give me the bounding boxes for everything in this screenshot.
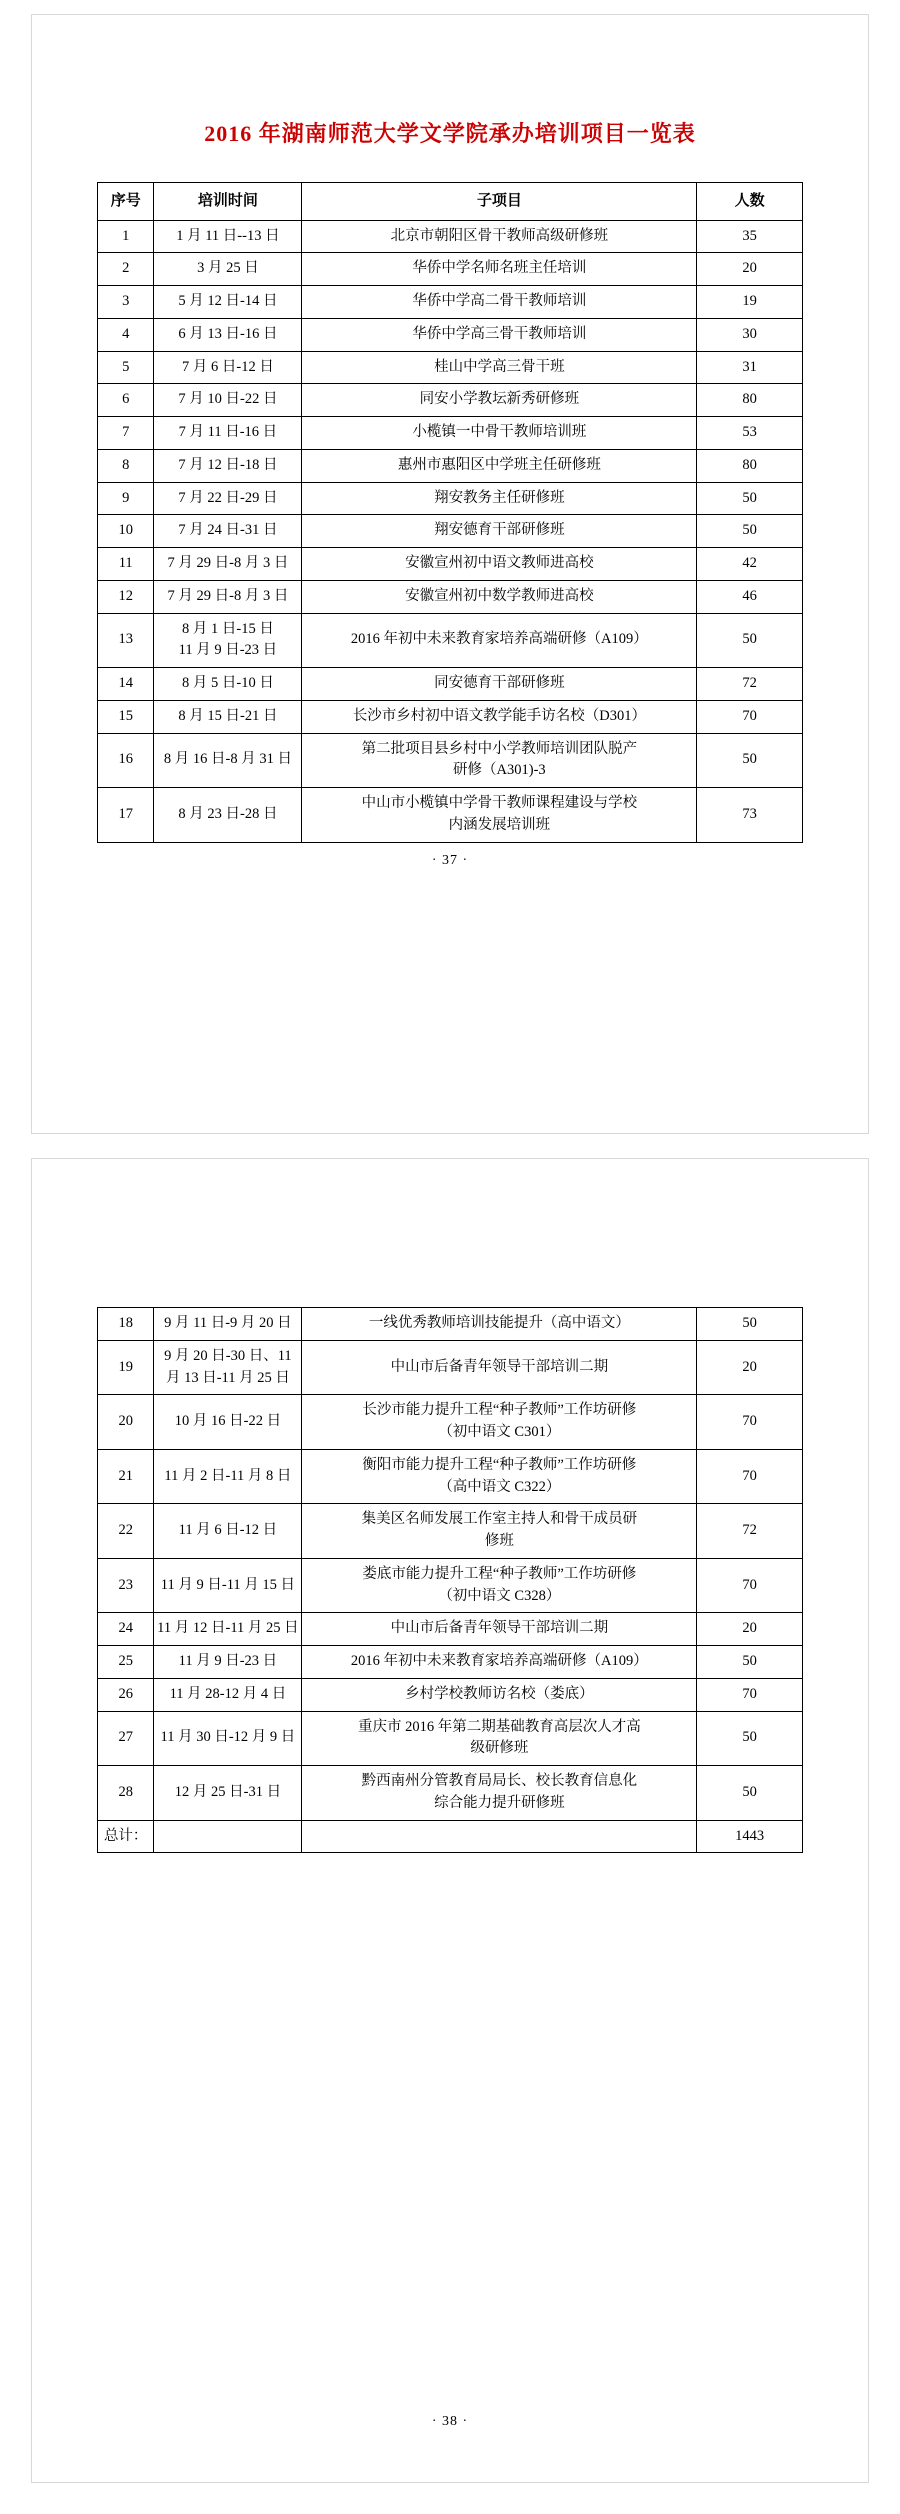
cell-time: 8 月 16 日-8 月 31 日 [154, 733, 302, 788]
table-row [98, 1711, 803, 1766]
cell-time: 7 月 29 日-8 月 3 日 [154, 548, 302, 581]
cell-time: 11 月 9 日-23 日 [154, 1646, 302, 1679]
cell-no: 3 [98, 286, 154, 319]
cell-no: 11 [98, 548, 154, 581]
cell-item: 翔安教务主任研修班 [302, 482, 697, 515]
column-header-item: 子项目 [302, 183, 697, 221]
cell-time: 7 月 24 日-31 日 [154, 515, 302, 548]
cell-item: 一线优秀教师培训技能提升（高中语文） [302, 1308, 697, 1341]
cell-item: 安徽宣州初中语文教师进高校 [302, 548, 697, 581]
cell-no: 9 [98, 482, 154, 515]
cell-num: 72 [697, 668, 803, 701]
table-row [98, 733, 803, 788]
cell-time: 9 月 11 日-9 月 20 日 [154, 1308, 302, 1341]
cell-no: 19 [98, 1340, 154, 1395]
cell-time: 9 月 20 日-30 日、11 月 13 日-11 月 25 日 [154, 1340, 302, 1395]
cell-no: 6 [98, 384, 154, 417]
cell-item: 集美区名师发展工作室主持人和骨干成员研 修班 [302, 1504, 697, 1559]
table-row [98, 1613, 803, 1646]
cell-item: 华侨中学高二骨干教师培训 [302, 286, 697, 319]
cell-item: 2016 年初中未来教育家培养高端研修（A109） [302, 1646, 697, 1679]
column-header-num: 人数 [697, 183, 803, 221]
table-row [98, 1678, 803, 1711]
cell-time: 7 月 12 日-18 日 [154, 449, 302, 482]
cell-total-time [154, 1820, 302, 1853]
cell-total-item [302, 1820, 697, 1853]
cell-no: 25 [98, 1646, 154, 1679]
cell-time: 8 月 5 日-10 日 [154, 668, 302, 701]
table-row [98, 220, 803, 253]
table-row [98, 668, 803, 701]
cell-time: 11 月 6 日-12 日 [154, 1504, 302, 1559]
table-row [98, 580, 803, 613]
cell-no: 10 [98, 515, 154, 548]
cell-item: 第二批项目县乡村中小学教师培训团队脱产 研修（A301)-3 [302, 733, 697, 788]
table-container-page-1 [32, 148, 868, 843]
table-row [98, 700, 803, 733]
cell-num: 31 [697, 351, 803, 384]
cell-time: 3 月 25 日 [154, 253, 302, 286]
cell-time: 7 月 11 日-16 日 [154, 417, 302, 450]
cell-num: 50 [697, 613, 803, 668]
cell-item: 惠州市惠阳区中学班主任研修班 [302, 449, 697, 482]
cell-num: 70 [697, 1678, 803, 1711]
cell-item: 同安小学教坛新秀研修班 [302, 384, 697, 417]
training-projects-table-page-2 [97, 1307, 803, 1853]
cell-item: 中山市后备青年领导干部培训二期 [302, 1613, 697, 1646]
cell-item: 华侨中学名师名班主任培训 [302, 253, 697, 286]
cell-time: 12 月 25 日-31 日 [154, 1766, 302, 1821]
cell-num: 35 [697, 220, 803, 253]
table-row [98, 417, 803, 450]
cell-no: 2 [98, 253, 154, 286]
cell-num: 50 [697, 482, 803, 515]
cell-no: 13 [98, 613, 154, 668]
table-row [98, 1308, 803, 1341]
cell-item: 重庆市 2016 年第二期基础教育高层次人才高 级研修班 [302, 1711, 697, 1766]
table-row [98, 1340, 803, 1395]
table-row [98, 1646, 803, 1679]
cell-no: 5 [98, 351, 154, 384]
cell-num: 50 [697, 1646, 803, 1679]
cell-time: 1 月 11 日--13 日 [154, 220, 302, 253]
cell-item: 中山市后备青年领导干部培训二期 [302, 1340, 697, 1395]
cell-no: 16 [98, 733, 154, 788]
cell-num: 20 [697, 253, 803, 286]
cell-time: 7 月 6 日-12 日 [154, 351, 302, 384]
column-header-no: 序号 [98, 183, 154, 221]
cell-time: 7 月 29 日-8 月 3 日 [154, 580, 302, 613]
cell-num: 70 [697, 700, 803, 733]
cell-num: 50 [697, 733, 803, 788]
cell-time: 11 月 30 日-12 月 9 日 [154, 1711, 302, 1766]
cell-no: 26 [98, 1678, 154, 1711]
cell-item: 长沙市乡村初中语文教学能手访名校（D301） [302, 700, 697, 733]
table-body-page-1 [98, 220, 803, 842]
cell-no: 18 [98, 1308, 154, 1341]
document-page-1 [31, 14, 869, 1134]
cell-time: 11 月 9 日-11 月 15 日 [154, 1558, 302, 1613]
table-row [98, 1504, 803, 1559]
cell-num: 42 [697, 548, 803, 581]
table-body-page-2 [98, 1308, 803, 1853]
table-row [98, 1395, 803, 1450]
table-row [98, 253, 803, 286]
cell-time: 8 月 1 日-15 日 11 月 9 日-23 日 [154, 613, 302, 668]
cell-time: 8 月 15 日-21 日 [154, 700, 302, 733]
cell-num: 50 [697, 1711, 803, 1766]
cell-no: 1 [98, 220, 154, 253]
cell-no: 4 [98, 318, 154, 351]
cell-no: 7 [98, 417, 154, 450]
cell-num: 50 [697, 1308, 803, 1341]
table-row [98, 613, 803, 668]
page-number-2: · 38 · [431, 2414, 469, 2429]
cell-no: 17 [98, 788, 154, 843]
cell-item: 乡村学校教师访名校（娄底） [302, 1678, 697, 1711]
cell-num: 53 [697, 417, 803, 450]
cell-total-num: 1443 [697, 1820, 803, 1853]
cell-num: 72 [697, 1504, 803, 1559]
cell-time: 6 月 13 日-16 日 [154, 318, 302, 351]
cell-time: 7 月 22 日-29 日 [154, 482, 302, 515]
cell-item: 安徽宣州初中数学教师进高校 [302, 580, 697, 613]
cell-time: 7 月 10 日-22 日 [154, 384, 302, 417]
cell-time: 5 月 12 日-14 日 [154, 286, 302, 319]
table-row [98, 449, 803, 482]
table-row [98, 788, 803, 843]
table-header-row [98, 183, 803, 221]
table-row [98, 515, 803, 548]
cell-no: 24 [98, 1613, 154, 1646]
cell-total-label: 总计： [98, 1820, 154, 1853]
cell-no: 15 [98, 700, 154, 733]
cell-item: 中山市小榄镇中学骨干教师课程建设与学校 内涵发展培训班 [302, 788, 697, 843]
cell-no: 8 [98, 449, 154, 482]
cell-no: 12 [98, 580, 154, 613]
cell-time: 11 月 2 日-11 月 8 日 [154, 1449, 302, 1504]
cell-item: 衡阳市能力提升工程“种子教师”工作坊研修 （高中语文 C322） [302, 1449, 697, 1504]
cell-no: 27 [98, 1711, 154, 1766]
table-row [98, 482, 803, 515]
cell-time: 11 月 12 日-11 月 25 日 [154, 1613, 302, 1646]
cell-time: 8 月 23 日-28 日 [154, 788, 302, 843]
cell-item: 华侨中学高三骨干教师培训 [302, 318, 697, 351]
cell-num: 20 [697, 1613, 803, 1646]
cell-no: 22 [98, 1504, 154, 1559]
cell-num: 20 [697, 1340, 803, 1395]
cell-no: 20 [98, 1395, 154, 1450]
page-title: 2016 年湖南师范大学文学院承办培训项目一览表 [204, 121, 696, 146]
cell-num: 80 [697, 449, 803, 482]
cell-item: 翔安德育干部研修班 [302, 515, 697, 548]
page-number-1: · 37 · [431, 852, 469, 868]
column-header-time: 培训时间 [154, 183, 302, 221]
table-row [98, 318, 803, 351]
table-row [98, 1449, 803, 1504]
cell-num: 50 [697, 1766, 803, 1821]
cell-no: 14 [98, 668, 154, 701]
cell-time: 11 月 28-12 月 4 日 [154, 1678, 302, 1711]
cell-item: 北京市朝阳区骨干教师高级研修班 [302, 220, 697, 253]
training-projects-table-page-1 [97, 182, 803, 843]
cell-num: 70 [697, 1395, 803, 1450]
table-row [98, 384, 803, 417]
cell-item: 长沙市能力提升工程“种子教师”工作坊研修 （初中语文 C301） [302, 1395, 697, 1450]
table-container-page-2 [32, 1159, 868, 1853]
cell-num: 70 [697, 1558, 803, 1613]
document-page-2 [31, 1158, 869, 2483]
cell-item: 黔西南州分管教育局局长、校长教育信息化 综合能力提升研修班 [302, 1766, 697, 1821]
cell-no: 23 [98, 1558, 154, 1613]
cell-num: 30 [697, 318, 803, 351]
cell-num: 70 [697, 1449, 803, 1504]
table-total-row [98, 1820, 803, 1853]
cell-no: 28 [98, 1766, 154, 1821]
cell-num: 73 [697, 788, 803, 843]
table-row [98, 351, 803, 384]
table-row [98, 548, 803, 581]
cell-item: 娄底市能力提升工程“种子教师”工作坊研修 （初中语文 C328） [302, 1558, 697, 1613]
cell-item: 同安德育干部研修班 [302, 668, 697, 701]
cell-num: 80 [697, 384, 803, 417]
cell-item: 2016 年初中未来教育家培养高端研修（A109） [302, 613, 697, 668]
cell-item: 小榄镇一中骨干教师培训班 [302, 417, 697, 450]
cell-item: 桂山中学高三骨干班 [302, 351, 697, 384]
table-row [98, 1558, 803, 1613]
table-row [98, 1766, 803, 1821]
cell-no: 21 [98, 1449, 154, 1504]
cell-num: 46 [697, 580, 803, 613]
table-row [98, 286, 803, 319]
cell-time: 10 月 16 日-22 日 [154, 1395, 302, 1450]
cell-num: 19 [697, 286, 803, 319]
cell-num: 50 [697, 515, 803, 548]
